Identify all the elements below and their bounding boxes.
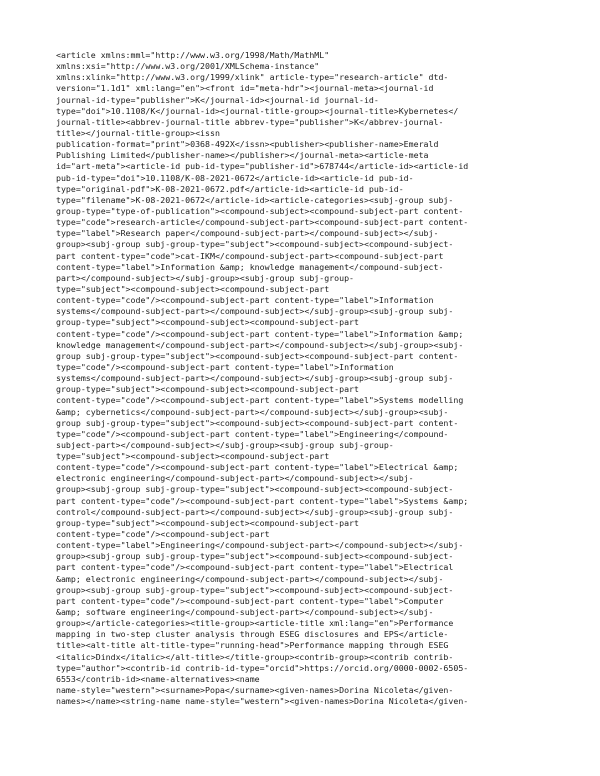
source-line: id="art-meta"><article-id pub-id-type="publisher-id">678744</article-id><article-id — [56, 161, 469, 172]
source-line: systems</compound-subject-part></compound-subject></subj-group><subj-group subj- — [56, 373, 454, 384]
source-line: group><subj-group subj-group-type="subject"><compound-subject><compound-subject- — [56, 484, 454, 495]
source-line: &amp; cybernetics</compound-subject-part></compound-subject></subj-group><subj- — [56, 406, 449, 417]
source-line: type="filename">K-08-2021-0672</article-id><article-categories><subj-group subj- — [56, 194, 454, 205]
source-line: group-type="type-of-publication"><compound-subject><compound-subject-part content- — [56, 205, 464, 216]
source-line: group subj-group-type="subject"><compound-subject><compound-subject-part content- — [56, 417, 459, 428]
source-line: type="subject"><compound-subject><compound-subject-part — [56, 283, 330, 294]
source-line: &amp; electronic engineering</compound-subject-part></compound-subject></subj- — [56, 573, 444, 584]
source-line: <italic>Dindx</italic></alt-title></title-group><contrib-group><contrib contrib- — [56, 651, 454, 662]
source-line: journal-title><abbrev-journal-title abbrev-type="publisher">K</abbrev-journal- — [56, 116, 444, 127]
source-line: title></journal-title-group><issn — [56, 127, 220, 138]
source-line: type="original-pdf">K-08-2021-0672.pdf</article-id><article-id pub-id- — [56, 183, 404, 194]
source-line: part></compound-subject></subj-group><subj-group subj-group- — [56, 272, 355, 283]
source-line: mapping in two-step cluster analysis through ESEG disclosures and EPS</article- — [56, 629, 449, 640]
source-line: part content-type="code"/><compound-subject-part content-type="label">Systems &amp; — [56, 495, 469, 506]
source-line: part content-type="code"/><compound-subject-part content-type="label">Electrical — [56, 562, 454, 573]
source-line: content-type="label">Information &amp; knowledge management</compound-subject- — [56, 261, 444, 272]
source-line: systems</compound-subject-part></compound-subject></subj-group><subj-group subj- — [56, 306, 454, 317]
source-line: control</compound-subject-part></compound-subject></subj-group><subj-group subj- — [56, 506, 454, 517]
source-line: type="code">research-article</compound-subject-part><compound-subject-part content- — [56, 217, 469, 228]
source-line: names></name><string-name name-style="western"><given-names>Dorina Nicoleta</given- — [56, 696, 469, 707]
source-line: group><subj-group subj-group-type="subject"><compound-subject><compound-subject- — [56, 551, 454, 562]
source-line: content-type="code"/><compound-subject-part content-type="label">Electrical &amp; — [56, 462, 459, 473]
source-line: part content-type="code"/><compound-subject-part content-type="label">Computer — [56, 595, 444, 606]
source-line: title><alt-title alt-title-type="running-head">Performance mapping through ESEG — [56, 640, 449, 651]
source-line: name-style="western"><surname>Popa</surname><given-names>Dorina Nicoleta</given- — [56, 685, 454, 696]
source-line: type="code"/><compound-subject-part content-type="label">Engineering</compound- — [56, 428, 449, 439]
source-line: content-type="code"/><compound-subject-part content-type="label">Information — [56, 295, 434, 306]
source-line: subject-part></compound-subject></subj-group><subj-group subj-group- — [56, 439, 394, 450]
source-line: 6553</contrib-id><name-alternatives><name — [56, 673, 260, 684]
xml-source-text — [56, 50, 556, 707]
source-line: publication-format="print">0368-492X</issn><publisher><publisher-name>Emerald — [56, 139, 439, 150]
source-line: knowledge management</compound-subject-part></compound-subject></subj-group><subj- — [56, 339, 464, 350]
source-line: type="doi">10.1108/K</journal-id><journal-title-group><journal-title>Kybernetes</ — [56, 105, 459, 116]
source-line: Publishing Limited</publisher-name></publisher></journal-meta><article-meta — [56, 150, 429, 161]
source-line: group></article-categories><title-group><article-title xml:lang="en">Performance — [56, 618, 454, 629]
source-line: content-type="label">Engineering</compound-subject-part></compound-subject></subj- — [56, 540, 464, 551]
source-line: content-type="code"/><compound-subject-part content-type="label">Information &amp; — [56, 328, 464, 339]
source-line: xmlns:xlink="http://www.w3.org/1999/xlink" article-type="research-article" dtd- — [56, 72, 449, 83]
source-line: group-type="subject"><compound-subject><compound-subject-part — [56, 317, 359, 328]
source-line: type="label">Research paper</compound-subject-part></compound-subject></subj- — [56, 228, 439, 239]
source-line: electronic engineering</compound-subject-part></compound-subject></subj- — [56, 473, 414, 484]
source-line: group-type="subject"><compound-subject><compound-subject-part — [56, 517, 359, 528]
source-line: type="author"><contrib-id contrib-id-type="orcid">https://orcid.org/0000-0002-6505- — [56, 662, 469, 673]
source-line: type="subject"><compound-subject><compound-subject-part — [56, 451, 330, 462]
source-line: &amp; software engineering</compound-subject-part></compound-subject></subj- — [56, 607, 434, 618]
source-line: content-type="code"/><compound-subject-part — [56, 529, 270, 540]
source-line: content-type="code"/><compound-subject-part content-type="label">Systems modelling — [56, 395, 464, 406]
source-line: pub-id-type="doi">10.1108/K-08-2021-0672</article-id><article-id pub-id- — [56, 172, 414, 183]
source-line: group-type="subject"><compound-subject><compound-subject-part — [56, 384, 359, 395]
source-line: group subj-group-type="subject"><compound-subject><compound-subject-part content- — [56, 350, 459, 361]
source-line: type="code"/><compound-subject-part content-type="label">Information — [56, 361, 394, 372]
source-line: version="1.1d1" xml:lang="en"><front id="meta-hdr"><journal-meta><journal-id — [56, 83, 434, 94]
source-line: group><subj-group subj-group-type="subject"><compound-subject><compound-subject- — [56, 584, 454, 595]
source-line: xmlns:xsi="http://www.w3.org/2001/XMLSchema-instance" — [56, 61, 320, 72]
source-line: <article xmlns:mml="http://www.w3.org/1998/Math/MathML" — [56, 50, 330, 60]
source-line: part content-type="code">cat-IKM</compound-subject-part><compound-subject-part — [56, 250, 444, 261]
source-line: journal-id-type="publisher">K</journal-id><journal-id journal-id- — [56, 94, 379, 105]
source-line: group><subj-group subj-group-type="subject"><compound-subject><compound-subject- — [56, 239, 454, 250]
